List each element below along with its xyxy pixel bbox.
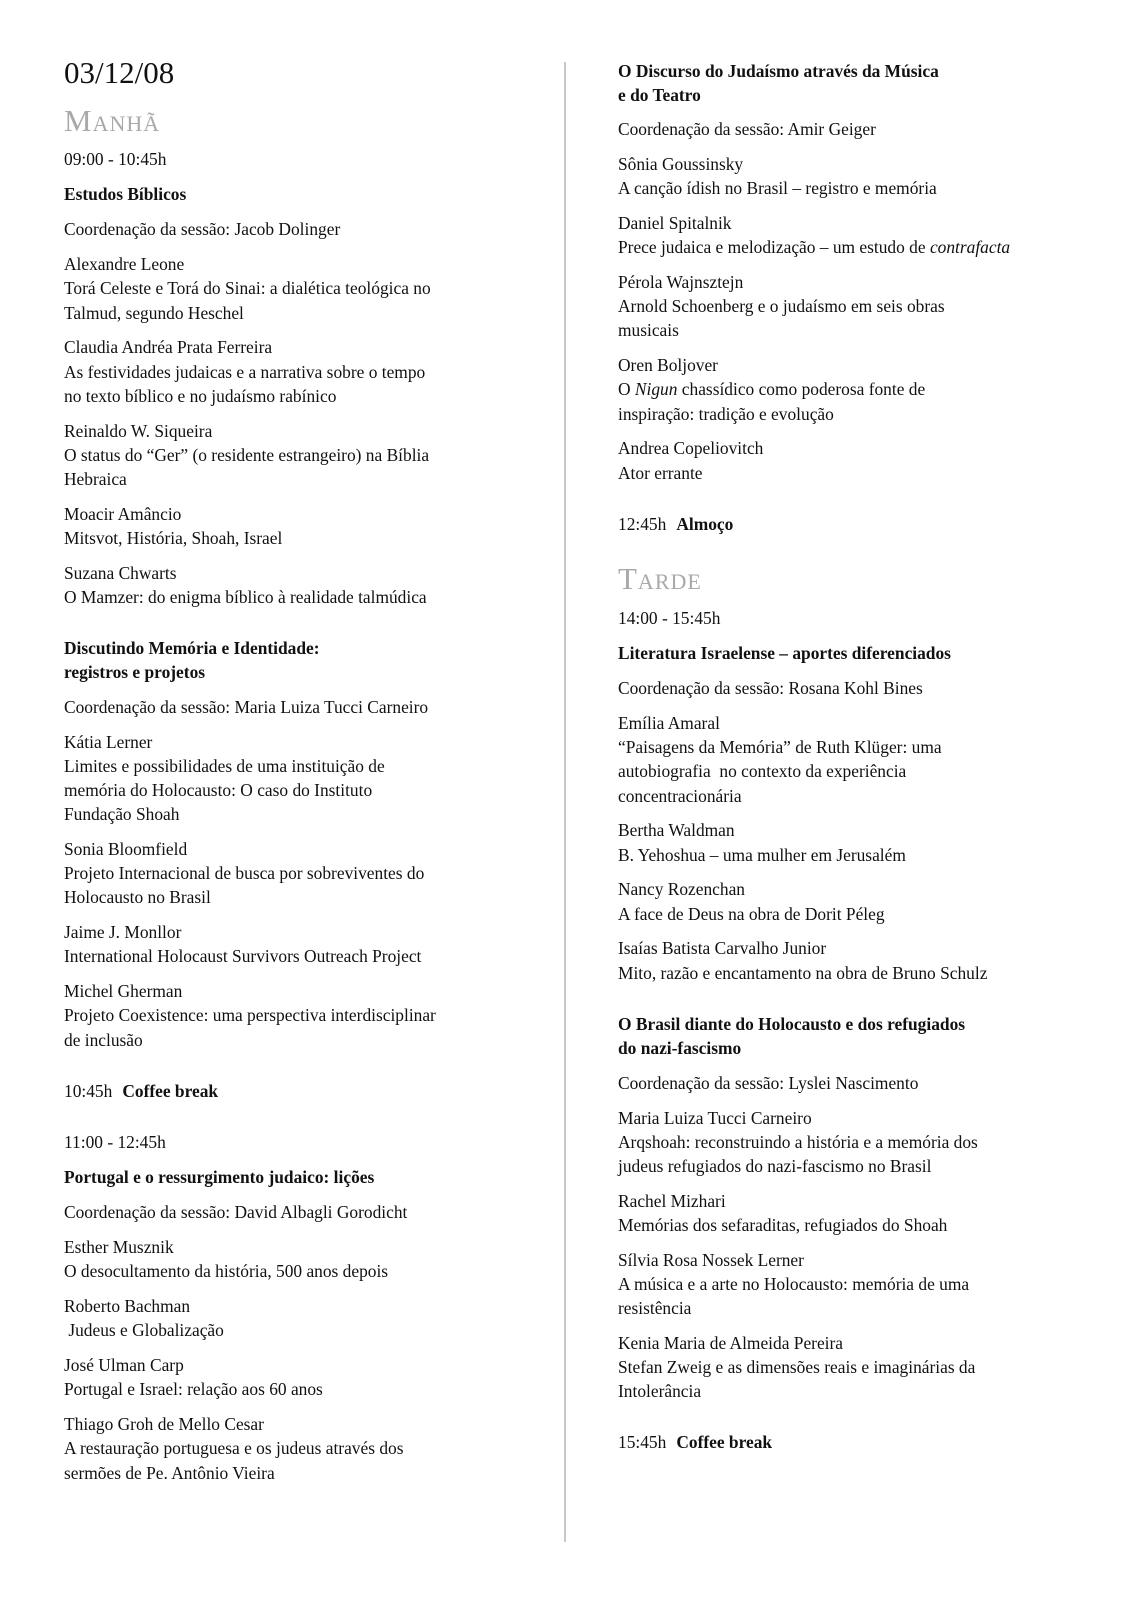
presenter-name: Nancy Rozenchan [618, 879, 745, 899]
presentation-title: Judeus e Globalização [64, 1320, 224, 1340]
presentation-title: inspiração: tradição e evolução [618, 404, 834, 424]
break-time: 10:45h [64, 1081, 113, 1101]
presentation-title: sermões de Pe. Antônio Vieira [64, 1463, 275, 1483]
italic-term: contrafacta [929, 237, 1011, 257]
presenter-name: Alexandre Leone [64, 254, 185, 274]
presentation-title: Intolerância [618, 1381, 702, 1401]
presentation-title: Fundação Shoah [64, 804, 180, 824]
morning-heading: Manhã [64, 103, 161, 138]
presentation-title: As festividades judaicas e a narrativa sobre o tempo [64, 362, 426, 382]
presentation-title: Arnold Schoenberg e o judaísmo em seis obras [618, 296, 945, 316]
session-title: Discutindo Memória e Identidade: [64, 638, 320, 658]
presentation-title: Talmud, segundo Heschel [64, 303, 244, 323]
presenter-name: Bertha Waldman [618, 820, 735, 840]
presentation-title: Memórias dos sefaraditas, refugiados do Shoah [618, 1215, 948, 1235]
presenter-name: Pérola Wajnsztejn [618, 272, 744, 292]
lunch-label: Almoço [676, 514, 734, 534]
presentation-title: O desocultamento da história, 500 anos depois [64, 1261, 389, 1281]
presenter-name: Sílvia Rosa Nossek Lerner [618, 1250, 804, 1270]
session-coordination: Coordenação da sessão: David Albagli Gorodicht [64, 1202, 408, 1222]
presenter-name: Maria Luiza Tucci Carneiro [618, 1108, 812, 1128]
lunch-time: 12:45h [618, 514, 667, 534]
presentation-title: A música e a arte no Holocausto: memória de uma [618, 1274, 970, 1294]
presenter-name: Andrea Copeliovitch [618, 438, 764, 458]
presentation-title: resistência [618, 1298, 692, 1318]
break-time: 15:45h [618, 1432, 667, 1452]
presenter-name: José Ulman Carp [64, 1355, 184, 1375]
session-title: do nazi-fascismo [618, 1038, 742, 1058]
presenter-name: Jaime J. Monllor [64, 922, 182, 942]
presenter-name: Emília Amaral [618, 713, 720, 733]
slot-time: 14:00 - 15:45h [618, 608, 721, 628]
presenter-name: Reinaldo W. Siqueira [64, 421, 213, 441]
presentation-title: Mito, razão e encantamento na obra de Bruno Schulz [618, 963, 988, 983]
session-title: O Brasil diante do Holocausto e dos refugiados [618, 1014, 966, 1034]
presentation-title: A restauração portuguesa e os judeus através dos [64, 1438, 404, 1458]
presenter-name: Rachel Mizhari [618, 1191, 726, 1211]
presentation-title: B. Yehoshua – uma mulher em Jerusalém [618, 845, 906, 865]
session-coordination: Coordenação da sessão: Rosana Kohl Bines [618, 678, 923, 698]
session-title: e do Teatro [618, 85, 701, 105]
slot-time: 11:00 - 12:45h [64, 1132, 166, 1152]
presentation-title: Projeto Coexistence: uma perspectiva interdisciplinar [64, 1005, 436, 1025]
session-coordination: Coordenação da sessão: Amir Geiger [618, 119, 876, 139]
session-title: O Discurso do Judaísmo através da Música [618, 61, 939, 81]
presenter-name: Roberto Bachman [64, 1296, 191, 1316]
presentation-title: Ator errante [618, 463, 703, 483]
presentation-title: concentracionária [618, 786, 742, 806]
presentation-title: Torá Celeste e Torá do Sinai: a dialética teológica no [64, 278, 431, 298]
presenter-name: Moacir Amâncio [64, 504, 182, 524]
presentation-title: O Nigun chassídico como poderosa fonte de [618, 379, 926, 399]
session-coordination: Coordenação da sessão: Jacob Dolinger [64, 219, 341, 239]
column-divider [564, 62, 566, 1542]
italic-term: Nigun [634, 379, 678, 399]
presentation-title: Holocausto no Brasil [64, 887, 211, 907]
presentation-title: Hebraica [64, 469, 127, 489]
break-label: Coffee break [122, 1081, 219, 1101]
presenter-name: Michel Gherman [64, 981, 183, 1001]
presenter-name: Sonia Bloomfield [64, 839, 188, 859]
break-label: Coffee break [676, 1432, 773, 1452]
presentation-title: no texto bíblico e no judaísmo rabínico [64, 386, 337, 406]
presentation-title: Arqshoah: reconstruindo a história e a memória dos [618, 1132, 978, 1152]
presentation-title: O Mamzer: do enigma bíblico à realidade talmúdica [64, 587, 427, 607]
presentation-title: International Holocaust Survivors Outreach Project [64, 946, 422, 966]
slot-time: 09:00 - 10:45h [64, 149, 167, 169]
presentation-title: A canção ídish no Brasil – registro e memória [618, 178, 937, 198]
session-coordination: Coordenação da sessão: Lyslei Nascimento [618, 1073, 919, 1093]
presenter-name: Sônia Goussinsky [618, 154, 744, 174]
presenter-name: Thiago Groh de Mello Cesar [64, 1414, 264, 1434]
presentation-title: Stefan Zweig e as dimensões reais e imaginárias da [618, 1357, 976, 1377]
coffee-break-line [618, 1430, 1058, 1455]
presentation-title: de inclusão [64, 1030, 143, 1050]
presentation-title: Mitsvot, História, Shoah, Israel [64, 528, 283, 548]
coffee-break-line [64, 1079, 504, 1104]
page-date: 03/12/08 [64, 55, 175, 90]
presentation-title: autobiografia no contexto da experiência [618, 761, 907, 781]
presenter-name: Kenia Maria de Almeida Pereira [618, 1333, 844, 1353]
presentation-title: Portugal e Israel: relação aos 60 anos [64, 1379, 323, 1399]
session-title: registros e projetos [64, 662, 206, 682]
presenter-name: Esther Musznik [64, 1237, 174, 1257]
presentation-title: Projeto Internacional de busca por sobreviventes do [64, 863, 425, 883]
presentation-title: “Paisagens da Memória” de Ruth Klüger: uma [618, 737, 942, 757]
lunch-line [618, 512, 1058, 537]
presentation-title: Prece judaica e melodização – um estudo de contrafacta [618, 237, 1011, 257]
afternoon-heading: Tarde [618, 561, 702, 596]
presentation-title: Limites e possibilidades de uma instituição de [64, 756, 385, 776]
presenter-name: Oren Boljover [618, 355, 718, 375]
presenter-name: Daniel Spitalnik [618, 213, 732, 233]
session-title: Literatura Israelense – aportes diferenciados [618, 643, 951, 663]
presenter-name: Claudia Andréa Prata Ferreira [64, 337, 273, 357]
presentation-title: musicais [618, 320, 679, 340]
presenter-name: Kátia Lerner [64, 732, 153, 752]
session-title: Estudos Bíblicos [64, 184, 187, 204]
presentation-title: memória do Holocausto: O caso do Instituto [64, 780, 373, 800]
presenter-name: Suzana Chwarts [64, 563, 177, 583]
session-title: Portugal e o ressurgimento judaico: lições [64, 1167, 375, 1187]
presentation-title: O status do “Ger” (o residente estrangeiro) na Bíblia [64, 445, 430, 465]
presentation-title: A face de Deus na obra de Dorit Péleg [618, 904, 885, 924]
session-coordination: Coordenação da sessão: Maria Luiza Tucci Carneiro [64, 697, 429, 717]
presentation-title: judeus refugiados do nazi-fascismo no Brasil [618, 1156, 932, 1176]
presenter-name: Isaías Batista Carvalho Junior [618, 938, 827, 958]
